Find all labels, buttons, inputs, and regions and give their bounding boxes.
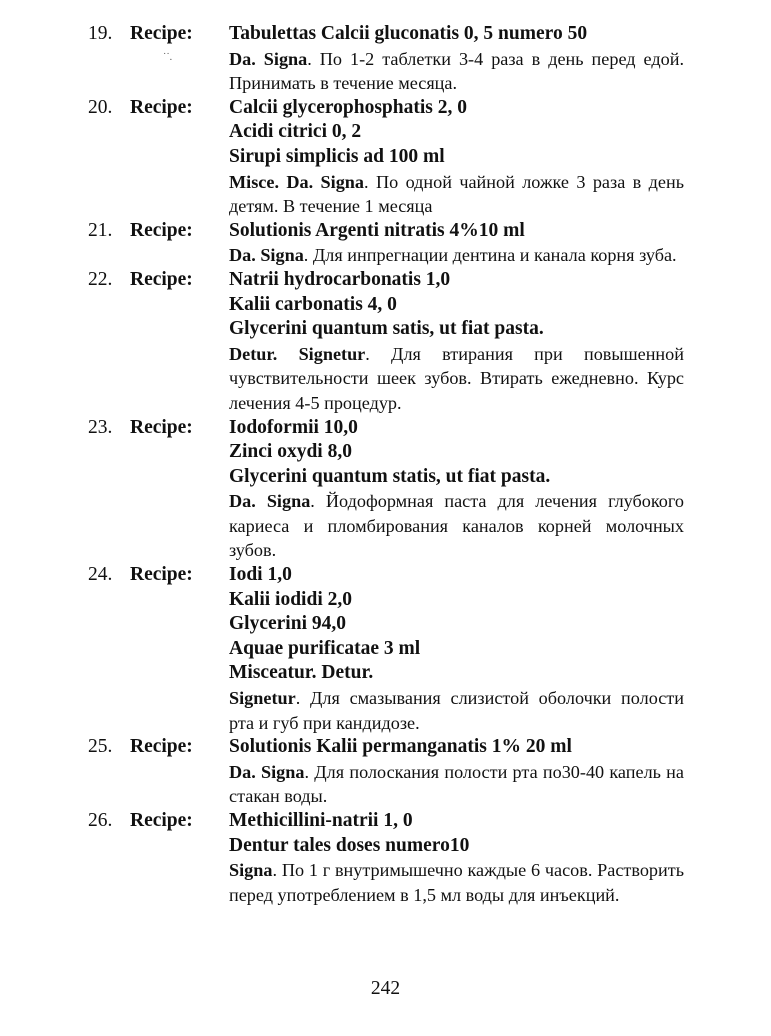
signa-instructions bbox=[229, 760, 684, 809]
signa-instructions bbox=[229, 858, 684, 907]
recipe-entry bbox=[0, 416, 771, 564]
prescription-line: Solutionis Argenti nitratis 4%10 ml bbox=[229, 219, 525, 241]
prescription-line: Glycerini quantum statis, ut fiat pasta. bbox=[229, 465, 551, 487]
recipe-keyword: Recipe: bbox=[130, 736, 193, 758]
prescription-line: Calcii glycerophosphatis 2, 0 bbox=[229, 96, 467, 118]
recipe-entry bbox=[0, 809, 771, 907]
recipe-keyword: Recipe: bbox=[130, 219, 193, 241]
scan-artifact: ˙˙. bbox=[163, 52, 173, 63]
prescription-line: Glycerini quantum satis, ut fiat pasta. bbox=[229, 318, 544, 340]
prescription-line: Misceatur. Detur. bbox=[229, 662, 374, 684]
prescription-line: Aquae purificatae 3 ml bbox=[229, 637, 421, 659]
signa-instructions bbox=[229, 170, 684, 219]
recipe-keyword: Recipe: bbox=[130, 564, 193, 586]
recipe-number: 26. bbox=[88, 810, 113, 831]
signa-instructions bbox=[229, 686, 684, 735]
signa-text: . По одной чайной ложке 3 раза в день детям. В течение 1 месяца bbox=[229, 171, 684, 217]
prescription-line: Methicillini-natrii 1, 0 bbox=[229, 810, 413, 831]
recipe-number: 21. bbox=[88, 219, 113, 241]
signa-instructions bbox=[229, 243, 684, 268]
recipe-body bbox=[229, 416, 684, 564]
recipe-keyword: Recipe: bbox=[130, 810, 193, 831]
signa-text: . Йодоформная паста для лечения глубокого кариеса и пломбирования каналов корней молочных зубов. bbox=[229, 491, 684, 561]
recipe-body bbox=[229, 809, 684, 907]
recipe-entry bbox=[0, 219, 771, 268]
signa-label: Da. Signa bbox=[229, 761, 305, 782]
signa-instructions bbox=[229, 342, 684, 416]
recipe-number: 24. bbox=[88, 564, 113, 586]
signa-label: Misce. Da. Signa bbox=[229, 171, 365, 192]
recipe-number: 23. bbox=[88, 416, 113, 438]
recipe-number: 22. bbox=[88, 268, 113, 290]
signa-instructions bbox=[229, 47, 684, 96]
recipe-keyword: Recipe: bbox=[130, 416, 193, 438]
recipe-entry bbox=[0, 96, 771, 219]
recipe-entry bbox=[0, 563, 771, 735]
prescription-line: Glycerini 94,0 bbox=[229, 613, 346, 635]
prescription-line: Kalii iodidi 2,0 bbox=[229, 588, 352, 610]
recipe-body bbox=[229, 563, 684, 735]
page-number: 242 bbox=[370, 978, 401, 999]
signa-text: . Для смазывания слизистой оболочки полости рта и губ при кандидозе. bbox=[229, 688, 684, 733]
signa-instructions bbox=[229, 489, 684, 563]
prescription-line: Acidi citrici 0, 2 bbox=[229, 121, 362, 143]
recipe-keyword: Recipe: bbox=[130, 23, 193, 44]
recipe-entry bbox=[0, 735, 771, 809]
recipe-keyword: Recipe: bbox=[130, 96, 193, 118]
signa-label: Detur. Signetur bbox=[229, 343, 366, 364]
prescription-line: Zinci oxydi 8,0 bbox=[229, 441, 352, 463]
prescription-line: Solutionis Kalii permanganatis 1% 20 ml bbox=[229, 736, 572, 758]
recipe-number: 20. bbox=[88, 96, 113, 118]
prescription-line: Dentur tales doses numero10 bbox=[229, 834, 470, 856]
recipe-body bbox=[229, 735, 684, 809]
prescription-line: Natrii hydrocarbonatis 1,0 bbox=[229, 268, 451, 290]
signa-label: Signetur bbox=[229, 688, 296, 709]
signa-label: Signa bbox=[229, 860, 273, 881]
recipe-keyword: Recipe: bbox=[130, 268, 193, 290]
signa-text: . Для инпрегнации дентина и канала корня зуба. bbox=[303, 245, 677, 266]
prescription-line: Sirupi simplicis ad 100 ml bbox=[229, 145, 445, 167]
signa-text: . По 1 г внутримышечно каждые 6 часов. Растворить перед употреблением в 1,5 мл воды для инъекций. bbox=[229, 860, 684, 905]
recipe-number: 19. bbox=[88, 23, 113, 44]
signa-text: . Для втирания при повышенной чувствительности шеек зубов. Втирать ежедневно. Курс лечения 4-5 процедур. bbox=[229, 343, 684, 413]
signa-label: Da. Signa bbox=[229, 491, 311, 512]
prescription-line: Iodi 1,0 bbox=[229, 564, 292, 586]
recipe-body bbox=[229, 22, 684, 96]
prescription-line: Kalii carbonatis 4, 0 bbox=[229, 293, 397, 315]
signa-label: Da. Signa bbox=[229, 245, 304, 266]
prescription-line: Iodoformii 10,0 bbox=[229, 416, 358, 438]
recipe-list bbox=[0, 22, 771, 907]
signa-text: . По 1-2 таблетки 3-4 раза в день перед едой. Принимать в течение месяца. bbox=[229, 48, 684, 94]
signa-label: Da. Signa bbox=[229, 48, 308, 69]
recipe-body bbox=[229, 268, 684, 416]
recipe-entry bbox=[0, 268, 771, 416]
recipe-body bbox=[229, 219, 684, 268]
prescription-line: Tabulettas Calcii gluconatis 0, 5 numero 50 bbox=[229, 23, 588, 44]
recipe-number: 25. bbox=[88, 736, 113, 758]
recipe-body bbox=[229, 96, 684, 219]
signa-text: . Для полоскания полости рта по30-40 капель на стакан воды. bbox=[229, 761, 684, 807]
recipe-entry bbox=[0, 22, 771, 96]
